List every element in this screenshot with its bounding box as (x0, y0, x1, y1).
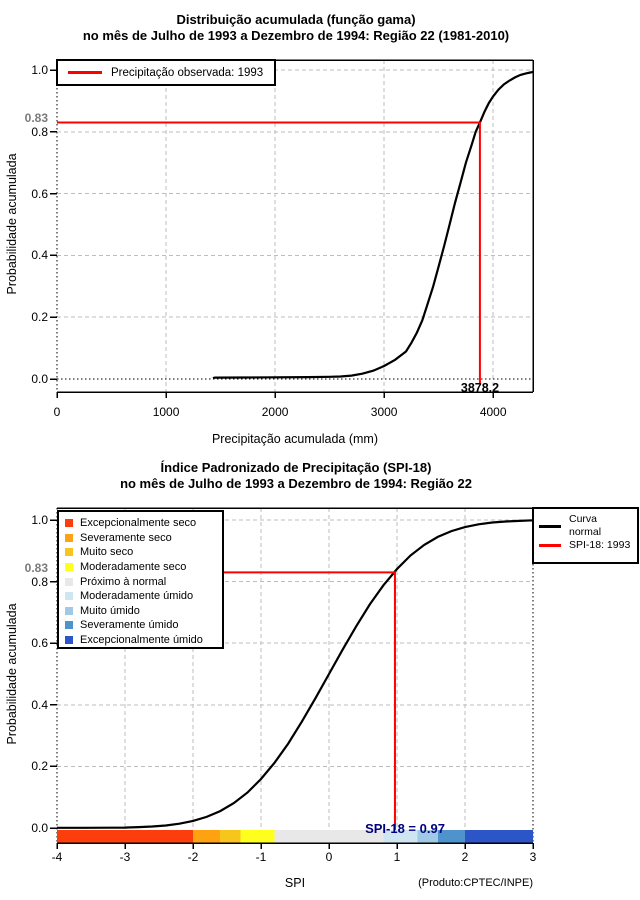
spi-x-tick-label: 3 (529, 850, 537, 864)
category-legend-item (65, 531, 222, 546)
category-swatch (65, 636, 73, 644)
spi-colorbar-segment (57, 830, 193, 843)
chart2-title (0, 460, 592, 492)
gamma-y-tick-label: 1.0 (31, 63, 48, 77)
category-swatch (65, 592, 73, 600)
spi-y-tick-label: 0.0 (31, 821, 48, 835)
spi-colorbar-segment (241, 830, 275, 843)
category-legend-item (65, 574, 222, 589)
spi-series-legend-item (539, 539, 637, 552)
category-label: Próximo à normal (80, 575, 167, 588)
gamma-x-tick-label: 4000 (479, 405, 507, 419)
spi-y-tick-label: 0.2 (31, 759, 48, 774)
chart1-x-axis-label: Precipitação acumulada (mm) (211, 432, 379, 446)
category-swatch (65, 621, 73, 629)
spi-x-tick-label: 1 (393, 850, 401, 864)
spi-x-tick-label: -4 (51, 850, 63, 864)
spi-y-tick-label: 0.4 (31, 697, 48, 712)
category-swatch (65, 534, 73, 542)
spi-colorbar-segment (193, 830, 220, 843)
category-label: Severamente úmido (80, 619, 179, 632)
spi-value-annotation: SPI-18 = 0.97 (365, 821, 445, 836)
chart1-title (0, 12, 592, 44)
spi-series-label: SPI-18: 1993 (569, 539, 631, 551)
category-label: Excepcionalmente seco (80, 517, 197, 530)
category-label: Moderadamente seco (80, 561, 187, 574)
chart1-precipitation-annotation: 3878.2 (460, 381, 500, 395)
category-label: Muito seco (80, 546, 134, 559)
gamma-y-tick-label: 0.2 (31, 310, 48, 325)
chart1-title-line2: no mês de Julho de 1993 a Dezembro de 1994: Região 22 (1981-2010) (82, 28, 510, 43)
category-legend-item (65, 516, 222, 531)
spi-x-tick-label: 0 (325, 850, 333, 864)
chart2-y-axis-label: Probabilidade acumulada (5, 603, 19, 745)
normal-curve-label: Curva normal (569, 513, 602, 538)
category-swatch (65, 548, 73, 556)
category-label: Severamente seco (80, 531, 172, 544)
category-label: Excepcionalmente úmido (80, 634, 203, 647)
spi-categories-legend (57, 510, 224, 649)
gamma-x-tick-label: 2000 (261, 405, 289, 419)
gamma-y-tick-label: 0.6 (31, 186, 48, 201)
product-credit: (Produto:CPTEC/INPE) (418, 877, 533, 889)
chart1-legend-label: Precipitação observada: 1993 (111, 66, 264, 79)
spi-x-tick-label: 2 (461, 850, 469, 864)
chart2-title-line2: no mês de Julho de 1993 a Dezembro de 1994: Região 22 (120, 476, 472, 491)
category-legend-item (65, 560, 222, 575)
normal-curve-legend-item (539, 513, 637, 539)
chart2-probability-annotation: 0.83 (24, 561, 48, 575)
spi-line-sample (539, 544, 561, 547)
category-legend-item (65, 589, 222, 604)
category-swatch (65, 578, 73, 586)
category-legend-item (65, 545, 222, 560)
chart1-legend (56, 59, 276, 86)
chart2-x-axis-label: SPI (284, 876, 306, 890)
category-label: Muito úmido (80, 604, 140, 617)
category-legend-item (65, 618, 222, 633)
category-swatch (65, 607, 73, 615)
gamma-reference-line (57, 123, 480, 384)
category-legend-item (65, 633, 222, 648)
spi-x-tick-label: -1 (255, 850, 267, 864)
gamma-x-tick-label: 3000 (370, 405, 398, 419)
gamma-y-tick-label: 0.8 (31, 124, 48, 139)
chart2-curve-legend (532, 507, 639, 564)
spi-y-tick-label: 0.8 (31, 574, 48, 589)
gamma-y-tick-label: 0.4 (31, 248, 48, 263)
chart1-title-line1: Distribuição acumulada (função gama) (176, 12, 416, 27)
spi-x-tick-label: -3 (119, 850, 131, 864)
category-label: Moderadamente úmido (80, 590, 194, 603)
spi-y-tick-label: 0.6 (31, 636, 48, 651)
normal-curve-line-sample (539, 525, 561, 528)
category-swatch (65, 519, 73, 527)
chart2-title-line1: Índice Padronizado de Precipitação (SPI-18) (160, 460, 432, 475)
gamma-x-tick-label: 1000 (152, 405, 180, 419)
gamma-x-tick-label: 0 (53, 405, 61, 419)
spi-colorbar-segment (220, 830, 240, 843)
gamma-y-tick-label: 0.0 (31, 372, 48, 386)
chart1-y-axis-label: Probabilidade acumulada (5, 153, 19, 295)
spi-y-tick-label: 1.0 (31, 513, 48, 527)
spi-x-tick-label: -2 (187, 850, 199, 864)
category-swatch (65, 563, 73, 571)
observed-line-sample (68, 71, 102, 74)
category-legend-item (65, 604, 222, 619)
gamma-curve (213, 72, 533, 378)
chart1-probability-annotation: 0.83 (24, 111, 48, 125)
